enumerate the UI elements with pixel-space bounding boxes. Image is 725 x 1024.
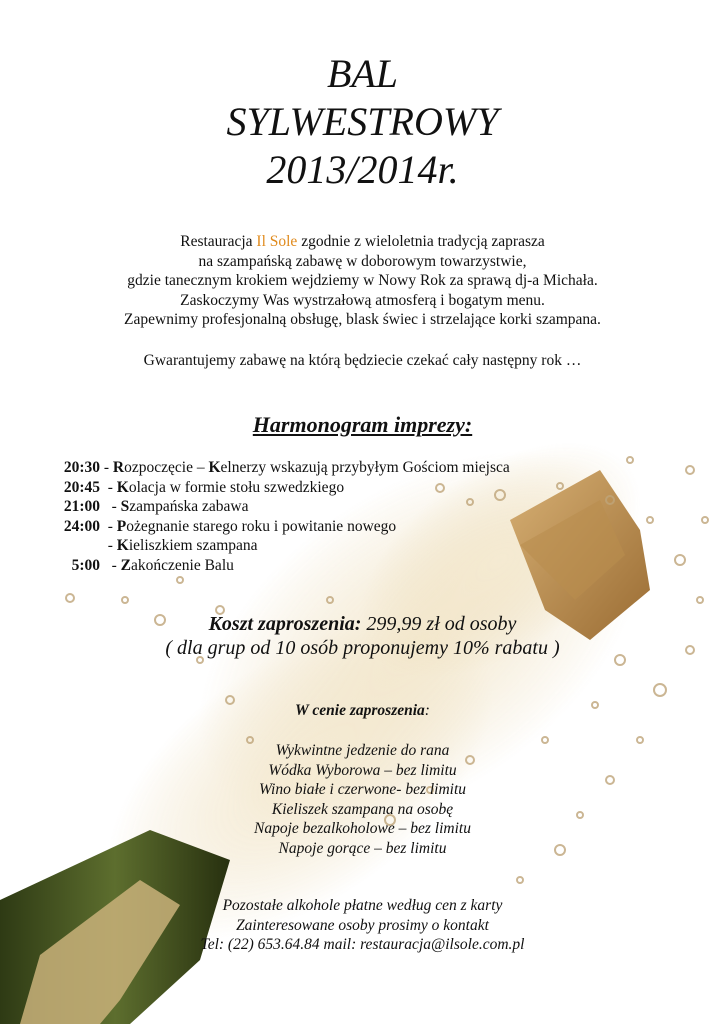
schedule-time: 5:00 — [71, 556, 100, 574]
list-item: Kieliszek szampana na osobę — [271, 800, 454, 818]
schedule-title: Harmonogram imprezy: — [252, 412, 473, 437]
schedule-initial: Z — [120, 556, 132, 574]
schedule-row: 20:30 - Rozpoczęcie – Kelnerzy wskazują przybyłym Gościom miejsca — [44, 458, 510, 478]
list-item: Wino białe i czerwone- bez limitu — [258, 781, 467, 798]
schedule-time: 20:45 — [63, 478, 100, 496]
schedule-initial-2: K — [208, 459, 221, 476]
schedule-time: 20:30 — [63, 459, 100, 476]
intro-line-3: gdzie tanecznym krokiem wejdziemy w Nowy Rok za sprawą dj-a Michała. — [127, 272, 598, 289]
footer-line-2: Zainteresowane osoby prosimy o kontakt — [236, 916, 489, 934]
schedule-text: ozpoczęcie – — [124, 459, 209, 476]
list-item: Napoje gorące – bez limitu — [278, 839, 447, 857]
schedule-initial: P — [116, 517, 127, 535]
cost-section — [0, 612, 725, 660]
schedule-text: zampańska zabawa — [129, 498, 249, 515]
list-item: Napoje bezalkoholowe – bez limitu — [254, 820, 471, 837]
schedule-initial: K — [116, 537, 129, 554]
schedule-text: akończenie Balu — [131, 556, 234, 574]
schedule-row: 21:00 - Szampańska zabawa — [44, 497, 510, 517]
guarantee-text: Gwarantujemy zabawę na którą będziecie czekać cały następny rok … — [143, 352, 582, 369]
included-list — [0, 741, 725, 858]
included-title — [0, 702, 725, 720]
list-item: Wódka Wyborowa – bez limitu — [268, 761, 457, 779]
intro-line-1-rest: zgodnie z wieloletnia tradycją zaprasza — [297, 233, 545, 250]
restaurant-name: Il Sole — [256, 233, 298, 250]
schedule-list — [44, 458, 510, 575]
intro-line-4: Zaskoczymy Was wystrzałową atmosferą i bogatym menu. — [180, 291, 545, 309]
schedule-text: ieliszkiem szampana — [128, 537, 258, 554]
schedule-time: 24:00 — [63, 517, 100, 535]
intro-prefix: Restauracja — [180, 233, 257, 250]
intro-paragraph — [0, 232, 725, 330]
schedule-text: olacja w formie stołu szwedzkiego — [128, 478, 345, 496]
cost-label: Koszt zaproszenia: — [208, 613, 362, 635]
schedule-text: ożegnanie starego roku i powitanie nowego — [126, 517, 397, 535]
schedule-initial: K — [116, 478, 129, 496]
footer-line-1: Pozostałe alkohole płatne według cen z karty — [222, 897, 503, 914]
title-line-1: BAL — [326, 51, 399, 96]
title-line-3: 2013/2014r. — [266, 147, 459, 192]
cost-price: 299,99 zł od osoby — [361, 613, 517, 635]
intro-line-2: na szampańską zabawę w doborowym towarzystwie, — [198, 252, 527, 270]
schedule-row: 24:00 - Pożegnanie starego roku i powitanie nowego — [44, 517, 510, 537]
schedule-row: - Kieliszkiem szampana — [100, 537, 258, 554]
schedule-row: 5:00 - Zakończenie Balu — [44, 556, 510, 576]
included-title-text: W cenie zaproszenia — [295, 702, 425, 719]
included-title-colon: : — [424, 702, 430, 719]
intro-line-5: Zapewnimy profesjonalną obsługę, blask świec i strzelające korki szampana. — [124, 311, 601, 328]
title-line-2: SYLWESTROWY — [226, 99, 499, 144]
schedule-text-2: elnerzy wskazują przybyłym Gościom miejsca — [220, 459, 510, 476]
schedule-time: 21:00 — [63, 498, 100, 515]
page-title — [0, 50, 725, 194]
cost-discount: ( dla grup od 10 osób proponujemy 10% rabatu ) — [165, 637, 560, 659]
footer-line-3: Tel: (22) 653.64.84 mail: restauracja@ilsole.com.pl — [200, 936, 525, 953]
schedule-row: 20:45 - Kolacja w formie stołu szwedzkiego — [44, 478, 510, 498]
footer-contact — [0, 896, 725, 955]
schedule-initial: S — [120, 498, 130, 515]
list-item: Wykwintne jedzenie do rana — [275, 742, 450, 759]
schedule-initial: R — [112, 459, 125, 476]
